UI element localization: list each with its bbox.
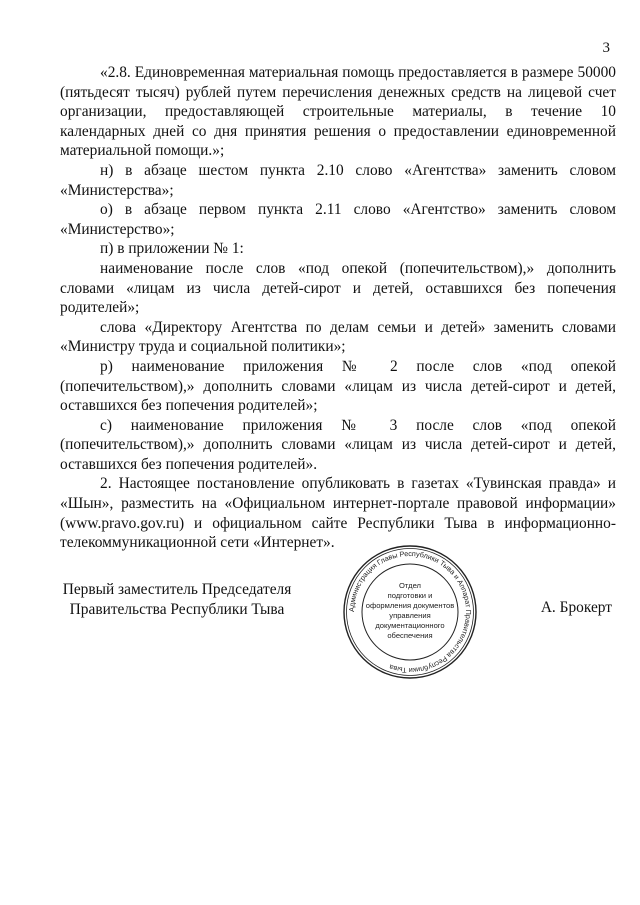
signatory-name: А. Брокерт: [540, 599, 612, 616]
paragraph: о) в абзаце первом пункта 2.11 слово «Агентство» заменить словом «Министерство»;: [60, 201, 616, 238]
page-number: 3: [602, 40, 610, 56]
paragraph: 2. Настоящее постановление опубликовать в газетах «Тувинская правда» и «Шын», разместить на «Официальном интернет-портале правовой информации» (www.pravo.gov.ru) и официальном сайте Республики Тыва в информационно-телекоммуникационной сети «Интернет».: [60, 475, 616, 552]
stamp-line: документационного: [375, 621, 445, 630]
signatory-title: [62, 580, 292, 620]
stamp-line: оформления документов: [365, 601, 455, 610]
paragraph: наименование после слов «под опекой (попечительством),» дополнить словами «лицам из числа детей-сирот и детей, оставшихся без попечения родителей»;: [60, 259, 616, 317]
signatory-title-line: Правительства Республики Тыва: [69, 601, 285, 618]
paragraph: р) наименование приложения № 2 после слов «под опекой (попечительством),» дополнить словами «лицам из числа детей-сирот и детей, оставшихся без попечения родителей»;: [60, 357, 616, 415]
stamp-line: Отдел: [399, 581, 421, 590]
signatory-title-line: Первый заместитель Председателя: [62, 581, 292, 598]
stamp-line: управления: [389, 611, 431, 620]
stamp-line: подготовки и: [387, 591, 433, 600]
stamp-seal: [340, 542, 480, 682]
paragraph: п) в приложении № 1:: [100, 240, 244, 258]
stamp-ring-text: Администрация Главы Республики Тыва и Аппарат Правительства Республики Тыва: [346, 548, 474, 676]
paragraph: с) наименование приложения № 3 после слов «под опекой (попечительством),» дополнить словами «лицам из числа детей-сирот и детей, оставшихся без попечения родителей».: [60, 416, 616, 473]
official-stamp: [340, 542, 480, 682]
document-body: [60, 63, 616, 553]
paragraph: слова «Директору Агентства по делам семьи и детей» заменить словами «Министру труда и социальной политики»;: [60, 318, 616, 356]
stamp-line: обеспечения: [387, 631, 433, 640]
paragraph: н) в абзаце шестом пункта 2.10 слово «Агентства» заменить словом «Министерства»;: [60, 161, 616, 199]
paragraph: «2.8. Единовременная материальная помощь предоставляется в размере 50000 (пятьдесят тысяч) рублей путем перечисления денежных средств на лицевой счет организации, предоставляющей строительные материалы, в течение 10 календарных дней со дня принятия решения о предоставлении единовременной материальной помощи.»;: [60, 64, 616, 160]
